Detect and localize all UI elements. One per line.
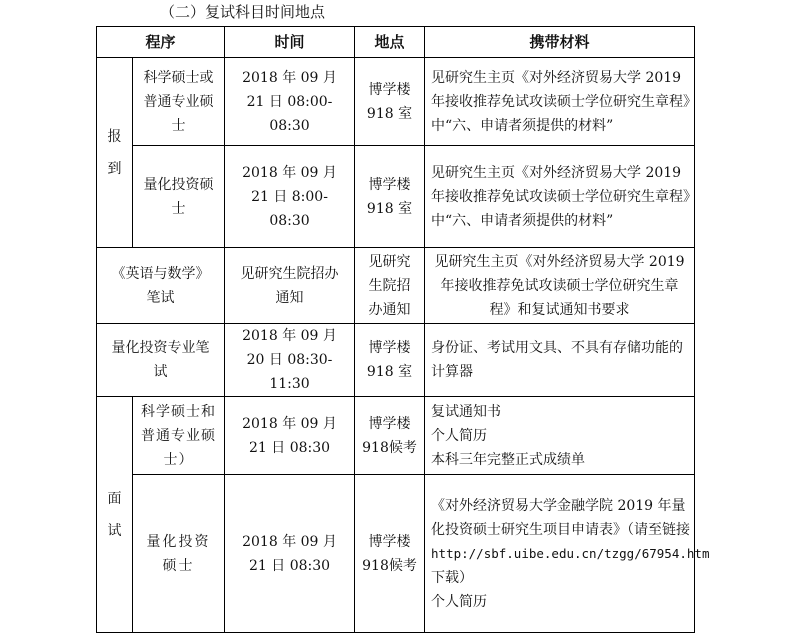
section-heading: （二）复试科目时间地点 [160,3,326,21]
retest-schedule-table [96,26,710,633]
table-row [97,146,695,248]
list-item: 下载） [431,569,474,586]
list-item: 复试通知书 [431,403,502,420]
materials-cell: 见研究生主页《对外经济贸易大学 2019 年接收推荐免试攻读硕士学位研究生章程》中“六、申请者须提供的材料” [425,146,695,248]
header-time: 时间 [225,27,355,58]
materials-cell: 见研究生主页《对外经济贸易大学 2019 年接收推荐免试攻读硕士学位研究生章程》中“六、申请者须提供的材料” [425,58,695,146]
group-label-char: 报 [107,128,122,145]
program-cell: 量化投资专业笔试 [97,324,225,397]
list-item: 本科三年完整正式成绩单 [431,451,586,468]
link-text[interactable]: http://sbf.uibe.edu.cn/tzgg/67954.htm [431,545,710,561]
table-row [97,248,695,324]
materials-cell: 见研究生主页《对外经济贸易大学 2019 年接收推荐免试攻读硕士学位研究生章程》和复试通知书要求 [425,248,695,324]
program-cell: 科学硕士或普通专业硕士 [133,58,225,146]
group-label-char: 面 [107,490,122,507]
group-label-interview [97,397,133,633]
location-cell: 博学楼 918 室 [355,146,425,248]
location-cell: 博学楼 918 室 [355,324,425,397]
table-row [97,475,695,633]
program-cell: 量化投资硕士 [133,146,225,248]
table-row [97,324,695,397]
location-cell: 博学楼 918候考 [355,397,425,475]
group-label-char: 试 [107,522,122,539]
table-row [97,58,695,146]
group-label-report [97,58,133,248]
program-cell: 《英语与数学》笔试 [97,248,225,324]
materials-cell [425,475,710,633]
group-label-char: 到 [107,160,122,177]
program-cell: 量化投资硕士 [133,475,225,633]
time-cell: 见研究生院招办通知 [225,248,355,324]
list-item: 个人简历 [431,427,488,444]
header-row [97,27,695,58]
header-materials: 携带材料 [425,27,695,58]
header-location: 地点 [355,27,425,58]
program-cell: 科学硕士和普通专业硕士） [133,397,225,475]
time-cell: 2018 年 09 月 21 日 08:30 [225,475,355,633]
table-row [97,397,695,475]
time-cell: 2018 年 09 月 21 日 8:00-08:30 [225,146,355,248]
location-cell: 博学楼 918 室 [355,58,425,146]
materials-cell [425,397,695,475]
location-cell: 见研究生院招办通知 [355,248,425,324]
time-cell: 2018 年 09 月 21 日 08:30 [225,397,355,475]
header-procedure: 程序 [97,27,225,58]
materials-cell: 身份证、考试用文具、不具有存储功能的计算器 [425,324,695,397]
time-cell: 2018 年 09 月 20 日 08:30-11:30 [225,324,355,397]
time-cell: 2018 年 09 月 21 日 08:00-08:30 [225,58,355,146]
list-item: 《对外经济贸易大学金融学院 2019 年量化投资硕士研究生项目申请表》（请至链接 [431,497,691,538]
list-item: 个人简历 [431,593,488,610]
location-cell: 博学楼 918候考 [355,475,425,633]
